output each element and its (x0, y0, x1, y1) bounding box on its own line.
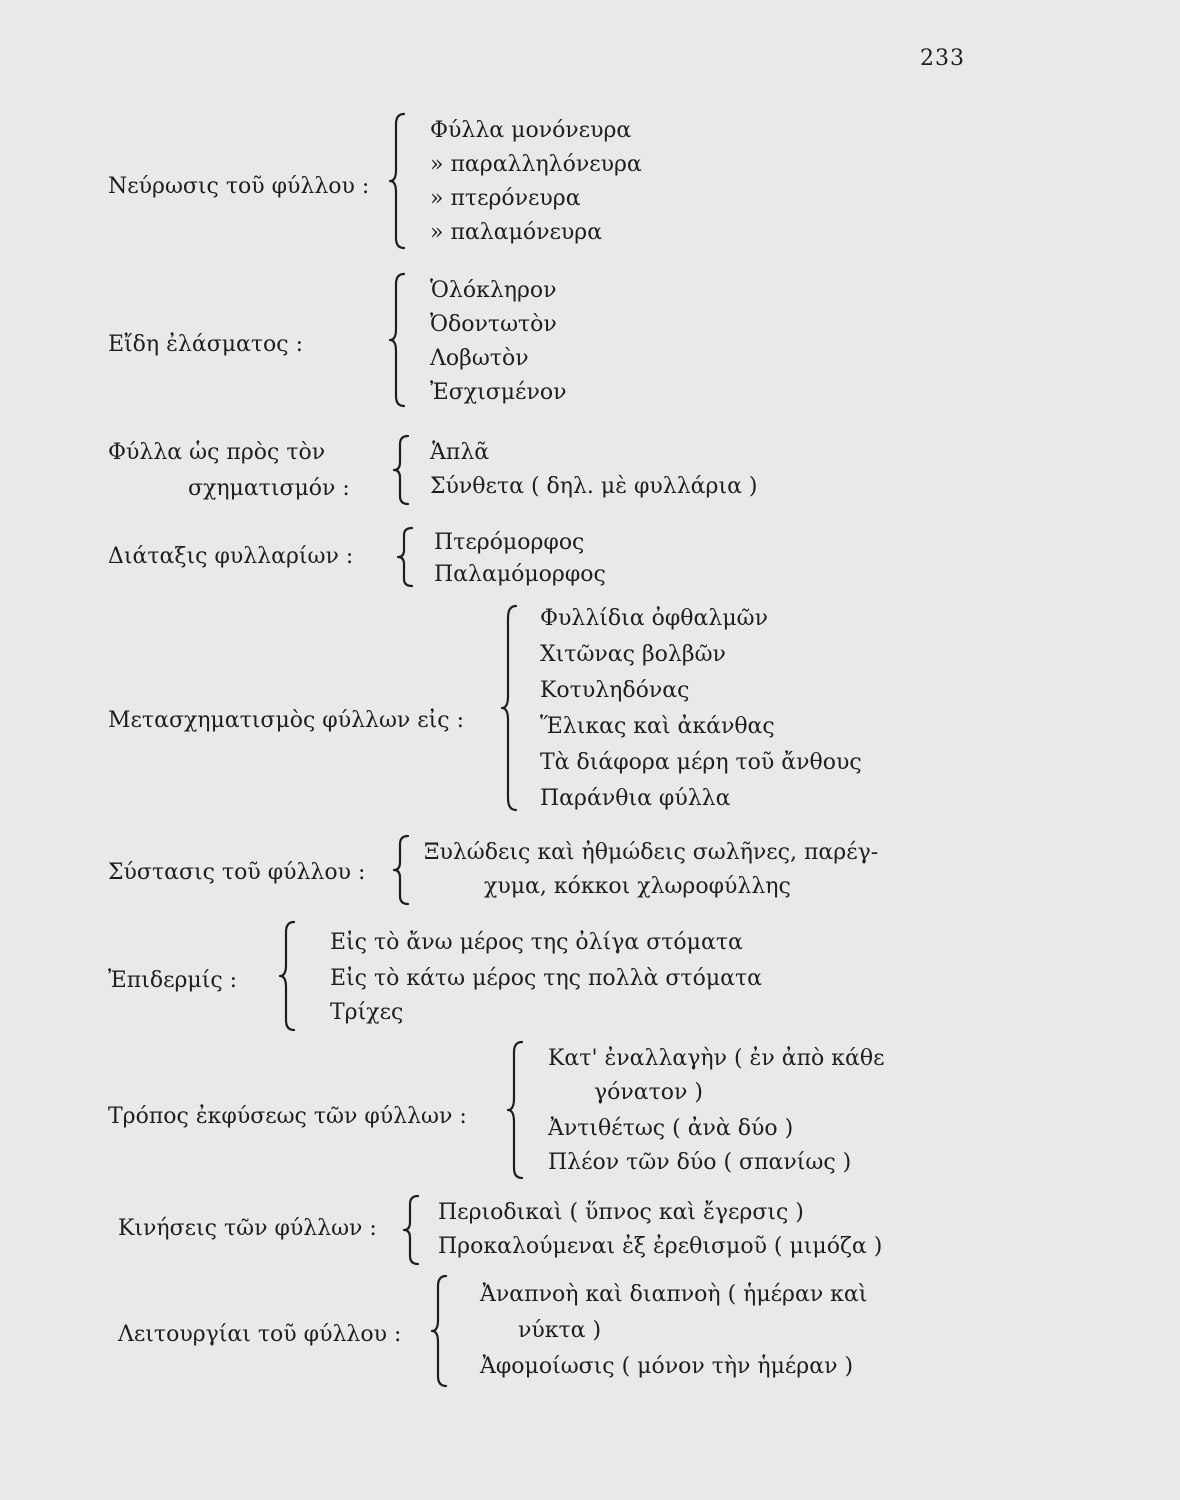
section-label: Σύστασις τοῦ φύλλου : (108, 860, 366, 885)
list-item: Ἐσχισμένον (430, 380, 567, 405)
section-label: Φύλλα ὡς πρὸς τὸν (108, 440, 326, 465)
list-item: Πτερόμορφος (434, 530, 585, 555)
list-item: Ἀφομοίωσις ( μόνον τὴν ἡμέραν ) (480, 1354, 854, 1379)
list-item: Ἁπλᾶ (430, 440, 490, 465)
list-item: Πλέον τῶν δύο ( σπανίως ) (548, 1150, 852, 1175)
brace (396, 526, 416, 588)
list-item: Κατ' ἐναλλαγὴν ( ἐν ἀπὸ κάθε (548, 1046, 885, 1071)
section-label: Τρόπος ἐκφύσεως τῶν φύλλων : (108, 1104, 467, 1129)
list-item: » παλαμόνευρα (430, 220, 603, 245)
page-number: 233 (920, 46, 965, 71)
brace (500, 604, 520, 812)
list-item: Φυλλίδια ὀφθαλμῶν (540, 606, 768, 631)
section-label: σχηματισμόν : (188, 476, 350, 501)
section-label: Ἐπιδερμίς : (108, 968, 238, 993)
section-label: Διάταξις φυλλαρίων : (108, 544, 354, 569)
brace (388, 112, 408, 250)
section-label: Λειτουργίαι τοῦ φύλλου : (118, 1322, 402, 1347)
list-item: χυμα, κόκκοι χλωροφύλλης (484, 874, 791, 899)
list-item: Εἰς τὸ κάτω μέρος της πολλὰ στόματα (330, 966, 763, 991)
list-item: Χιτῶνας βολβῶν (540, 642, 726, 667)
brace (402, 1194, 422, 1266)
list-item: Παλαμόμορφος (434, 562, 606, 587)
list-item: Τρίχες (330, 1000, 404, 1025)
list-item: νύκτα ) (518, 1318, 602, 1343)
list-item: Λοβωτὸν (430, 346, 529, 371)
list-item: Ἕλικας καὶ ἀκάνθας (540, 714, 775, 739)
list-item: Ὀδοντωτὸν (430, 312, 557, 337)
brace (392, 434, 412, 506)
brace (388, 272, 408, 408)
list-item: Περιοδικαὶ ( ὕπνος καὶ ἔγερσις ) (438, 1200, 804, 1225)
section-label: Κινήσεις τῶν φύλλων : (118, 1216, 377, 1241)
brace (506, 1040, 526, 1180)
list-item: » πτερόνευρα (430, 186, 581, 211)
list-item: » παραλληλόνευρα (430, 152, 642, 177)
list-item: Φύλλα μονόνευρα (430, 118, 632, 143)
brace (278, 920, 298, 1032)
list-item: Κοτυληδόνας (540, 678, 690, 703)
list-item: Σύνθετα ( δηλ. μὲ φυλλάρια ) (430, 474, 758, 499)
list-item: Τὰ διάφορα μέρη τοῦ ἄνθους (540, 750, 862, 775)
list-item: Ὁλόκληρον (430, 278, 557, 303)
list-item: Ξυλώδεις καὶ ἠθμώδεις σωλῆνες, παρέγ- (424, 840, 879, 865)
section-label: Νεύρωσις τοῦ φύλλου : (108, 174, 370, 199)
list-item: Εἰς τὸ ἄνω μέρος της ὀλίγα στόματα (330, 930, 743, 955)
list-item: Ἀντιθέτως ( ἀνὰ δύο ) (548, 1116, 794, 1141)
list-item: γόνατον ) (594, 1080, 703, 1105)
brace (430, 1274, 450, 1388)
list-item: Προκαλούμεναι ἐξ ἐρεθισμοῦ ( μιμόζα ) (438, 1234, 883, 1259)
brace (392, 834, 412, 906)
list-item: Ἀναπνοὴ καὶ διαπνοὴ ( ἡμέραν καὶ (480, 1282, 868, 1307)
section-label: Μετασχηματισμὸς φύλλων εἰς : (108, 708, 465, 733)
list-item: Παράνθια φύλλα (540, 786, 731, 811)
section-label: Εἴδη ἐλάσματος : (108, 332, 304, 357)
